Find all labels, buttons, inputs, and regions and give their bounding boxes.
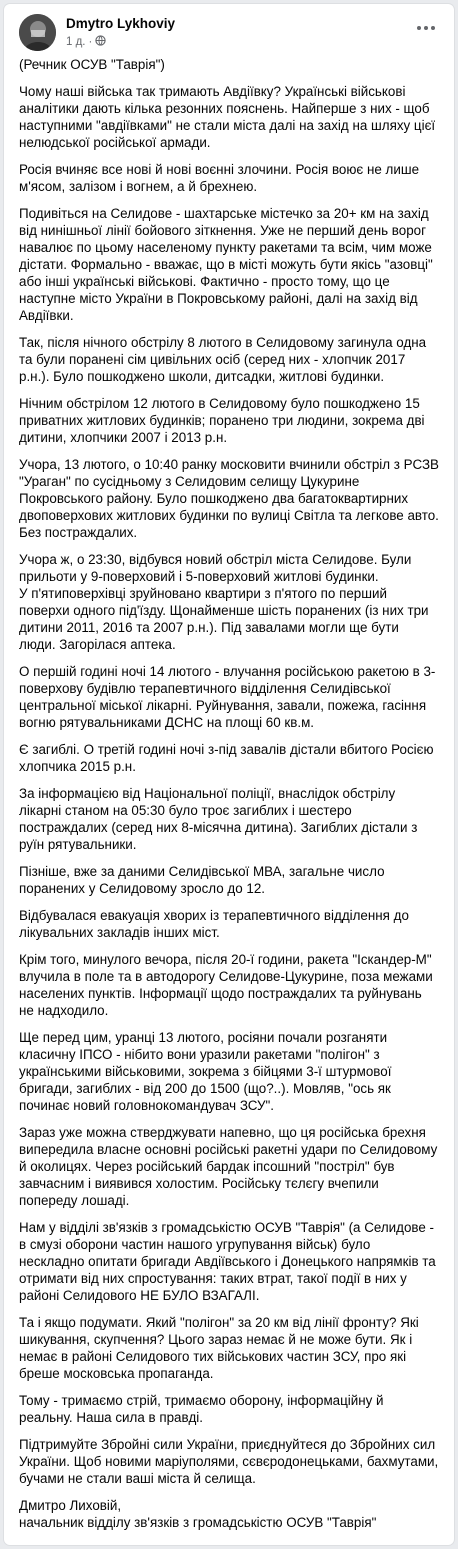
post-paragraph: Підтримуйте Збройні сили України, приєднуйтеся до Збройних сил України. Щоб новими маріуполями, сєвєродонецьками, бахмутами, бучами не стали ваші міста й селища. [19, 1437, 439, 1486]
post-paragraph: (Речник ОСУВ "Таврія") [19, 57, 165, 72]
post-paragraph: Є загиблі. О третій годині ночі з-під завалів дістали вбитого Росією хлопчика 2015 р.н. [19, 742, 434, 774]
post-paragraph: Нам у відділі зв'язків з громадськістю ОСУВ "Таврія" (а Селидове - в смузі оборони частин нашого угрупування військ) було нескладно опитати бригади Авдіївського і Донецького напрямків та отримати від них спростування: таких втрат, такої події в них у районі Селидового НЕ БУЛО ВЗАГАЛІ. [19, 1220, 436, 1303]
post-paragraph: Учора, 13 лютого, о 10:40 ранку московити вчинили обстріл з РСЗВ "Ураган" по сусідньому з Селидовим селищу Цукурине Покровського району. Було пошкоджено два багатоквартирних двоповерхових житлових будинки по вулиці Світла та легкове авто. Без постраждалих. [19, 457, 439, 540]
avatar-image [19, 14, 56, 51]
post-paragraph: О першій годині ночі 14 лютого - влучання російською ракетою в 3-поверхову будівлю терапевтичного відділення Селидівської центральної міської лікарні. Руйнування, завали, пожежа, гасіння вогню рятувальниками ДСНС на площі 60 кв.м. [19, 664, 436, 730]
post-text [4, 56, 454, 1531]
more-options-icon[interactable] [414, 18, 438, 38]
globe-icon [95, 35, 106, 49]
post-paragraph: Та і якщо подумати. Який "полігон" за 20 км від лінії фронту? Які шикування, скупчення? Цього зараз немає й не може бути. Як і немає в районі Селидового тих військових частин ЗСУ, про які бреше московська пропаганда. [19, 1315, 419, 1381]
author-name[interactable]: Dmytro Lykhoviy [66, 16, 176, 31]
post-paragraph: Пізніше, вже за даними Селидівської МВА, загальне число поранених у Селидовому зросло до 12. [19, 864, 385, 896]
post-paragraph: Зараз уже можна стверджувати напевно, що ця російська брехня випередила власне основні російські ракетні удари по Селидовому й околицях. Через російський бардак іпсошний "постріл" був завчасним і виявився холостим. Російську тєлєгу вчепили попереду лошаді. [19, 1125, 438, 1208]
meta-separator: · [88, 36, 93, 48]
post-paragraph: Учора ж, о 23:30, відбувся новий обстріл міста Селидове. Були прильоти у 9-поверховий і 5-поверховий житлові будинки. У п'ятиповерхівці зруйновано квартири з п'ятого по перший поверхи одного під'їзду. Щонайменше шість поранених (із них три дитини 2011, 2016 та 2007 р.н.). Під завалами могли ще бути люди. Загорілася аптека. [19, 552, 429, 652]
post-meta [66, 35, 106, 49]
post-signature [19, 1497, 439, 1531]
post-paragraph: Нічним обстрілом 12 лютого в Селидовому було пошкоджено 15 приватних житлових будинків; поранено три людини, зокрема дві дитини, хлопчики 2007 і 2013 р.н. [19, 396, 425, 445]
post-time[interactable]: 1 д. [66, 36, 86, 48]
post-paragraph: Крім того, минулого вечора, після 20-ї години, ракета "Іскандер-М" влучила в поле та в автодорогу Селидове-Цукурине, поза межами населених пунктів. Інформації щодо постраждалих та руйнувань не надходило. [19, 952, 433, 1018]
post-paragraph: Росія вчиняє все нові й нові воєнні злочини. Росія воює не лише м'ясом, залізом і вогнем, а й брехнею. [19, 162, 420, 194]
post-paragraph: Ще перед цим, уранці 13 лютого, росіяни почали розганяти класичну ІПСО - нібито вони уразили ракетами "полігон" з українськими військовими, зокрема з бійцями 3-ї штурмової бригади, загиблих - від 200 до 1500 (що?..). Мовляв, "ось як починає новий головнокомандувач ЗСУ". [19, 1030, 392, 1113]
post-paragraph: Тому - тримаємо стрій, тримаємо оборону, інформаційну й реальну. Наша сила в правді. [19, 1393, 384, 1425]
signature-title: начальник відділу зв'язків з громадськістю ОСУВ "Таврія" [19, 1515, 377, 1530]
post-paragraph: За інформацією від Національної поліції, внаслідок обстрілу лікарні станом на 05:30 було троє загиблих і шестеро постраждалих (серед них 8-місячна дитина). Загиблих дістали з руїн рятувальники. [19, 786, 418, 852]
author-avatar[interactable] [19, 14, 56, 51]
post-paragraph: Подивіться на Селидове - шахтарське містечко за 20+ км на захід від нинішньої лінії бойового зіткнення. Уже не перший день ворог навалює по цьому населеному пункту ракетами та всім, чим може дістати. Формально - вважає, що в місті можуть бути якісь "азовці" або інші українські військові. Фактично - просто тому, що це наступне місто України в Покровському районі, далі на захід від Авдіївки. [19, 206, 433, 323]
post-paragraph: Так, після нічного обстрілу 8 лютого в Селидовому загинула одна та були поранені сім цивільних осіб (серед них - хлопчик 2017 р.н.). Було пошкоджено школи, дитсадки, житлові будинки. [19, 335, 427, 384]
post-paragraph: Відбувалася евакуація хворих із терапевтичного відділення до лікувальних закладів інших міст. [19, 908, 409, 940]
signature-name: Дмитро Лиховій, [19, 1498, 122, 1513]
post-paragraph: Чому наші війська так тримають Авдіївку? Українські військові аналітики дають кілька резонних пояснень. Найперше з них - щоб наступними "авдіївками" не стали міста далі на захід на шляху цієї нелюдської російської армади. [19, 84, 436, 150]
post-header [4, 4, 454, 56]
post-card [4, 4, 454, 1545]
